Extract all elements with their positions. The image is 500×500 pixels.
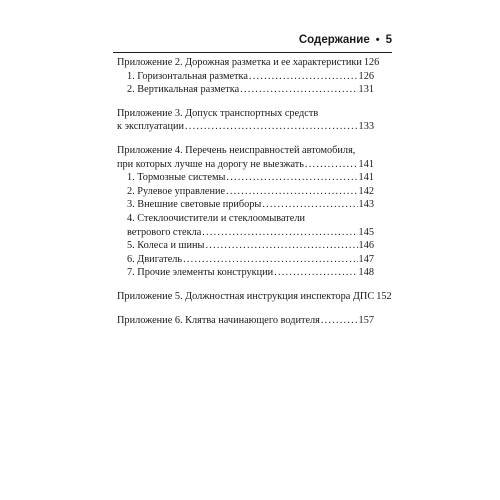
toc-entry-title: 7. Прочие элементы конструкции [127,267,274,279]
toc-group [117,314,374,328]
toc-entry-title: 3. Внешние световые приборы [127,199,262,211]
toc-entry-title-line: Приложение 4. Перечень неисправностей автомобиля, [117,144,356,156]
toc-entry-title: Приложение 6. Клятва начинающего водителя [117,314,320,326]
toc-entry-subsection [117,253,374,267]
toc-entry-line [127,239,374,253]
toc-entry-title: при которых лучше на дорогу не выезжать [117,158,304,170]
toc-entry-subsection [117,212,374,239]
toc-entry-appendix [117,314,374,328]
toc-entry-appendix [117,56,380,70]
toc-entry-title: Приложение 2. Дорожная разметка и ее характеристики [117,57,362,68]
dot-leader [183,253,357,267]
toc-group [117,107,374,134]
toc-page-number: 131 [358,84,374,96]
dot-leader [321,314,358,328]
toc-page-number: 146 [358,240,374,252]
toc-page-number: 143 [358,199,374,211]
toc-entry-title: 5. Колеса и шины [127,240,205,252]
toc-page-number: 147 [358,253,374,265]
toc-page-number: 133 [358,121,374,133]
toc-entry-title: ветрового стекла [127,226,202,238]
dot-leader [274,266,357,280]
dot-leader [226,185,358,199]
dot-leader [185,120,358,134]
toc-page-number: 145 [358,226,374,238]
toc-entry-subsection [117,198,374,212]
header-bullet: • [375,34,380,46]
toc-page-number: 141 [358,158,374,170]
toc-entry-title: 2. Рулевое управление [127,185,226,197]
toc-entry-title: к эксплуатации [117,121,185,133]
toc-entry-subsection [117,83,374,97]
toc-group [117,290,392,304]
toc-entry-line [127,226,374,240]
header-section-title: Содержание [298,34,370,46]
toc-entry-subsection [117,70,374,84]
toc-entry-line [127,185,374,199]
toc-entry-appendix [117,107,374,134]
toc-page-number: 152 [376,290,392,302]
dot-leader [240,83,357,97]
toc-entry-title-line: 4. Стеклоочистители и стеклоомыватели [127,212,305,224]
toc-group [117,144,374,280]
toc-page-number: 141 [358,172,374,184]
toc-entry-title: Приложение 5. Должностная инструкция инспектора ДПС [117,290,375,302]
toc-entry-line [127,83,374,97]
toc-page-number: 142 [358,185,374,197]
toc-entry-title: 2. Вертикальная разметка [127,84,240,96]
toc-entry-subsection [117,171,374,185]
toc-entry-line [127,70,374,84]
toc-page-number: 126 [358,70,374,82]
toc-entry-title: 6. Двигатель [127,253,183,265]
toc-entry-appendix [117,290,392,304]
running-header [113,34,392,50]
toc-page-number: 126 [363,57,380,68]
dot-leader [205,239,357,253]
table-of-contents [117,56,392,337]
header-page-number: 5 [385,34,392,46]
dot-leader [202,226,357,240]
toc-entry-subsection [117,239,374,253]
toc-entry-line [127,266,374,280]
toc-group [117,56,380,97]
toc-entry-subsection [117,266,374,280]
toc-entry-subsection [117,185,374,199]
toc-entry-line [117,56,380,70]
dot-leader [249,70,358,84]
toc-entry-title-line: Приложение 3. Допуск транспортных средств [117,107,319,119]
toc-entry-title: 1. Тормозные системы [127,172,226,184]
toc-entry-title: 1. Горизонтальная разметка [127,70,248,82]
header-rule [113,52,392,53]
dot-leader [226,171,357,185]
toc-entry-line [117,314,374,328]
dot-leader [305,158,358,172]
toc-page-number: 148 [358,267,374,279]
toc-entry-appendix [117,144,374,171]
toc-entry-line [127,171,374,185]
toc-entry-line [117,158,374,172]
dot-leader [262,198,357,212]
toc-entry-line [127,198,374,212]
toc-page-number: 157 [358,314,374,326]
toc-entry-line [117,290,392,304]
toc-entry-line [117,120,374,134]
toc-entry-line [127,253,374,267]
